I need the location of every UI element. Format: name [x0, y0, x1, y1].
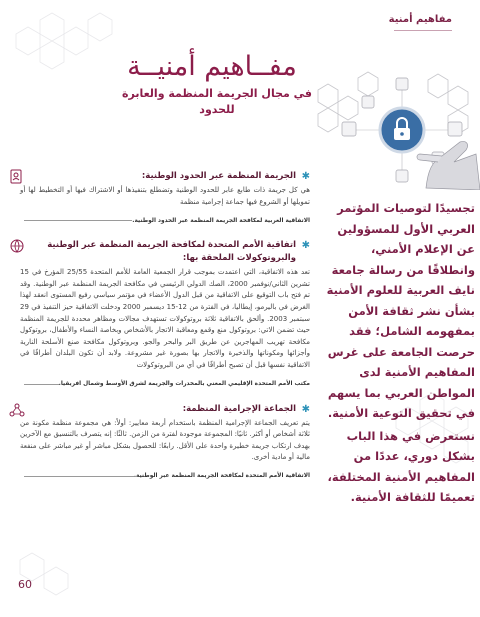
- concept-section: [20, 239, 310, 390]
- concept-body: تعد هذه الاتفاقية، التي اعتمدت بموجب قرار الجمعية العامة للأمم المتحدة 25/55 المؤرخ في 15 تشرين الثاني/نوفمبر 2000، الصك الدولي الرئيسي في مكافحة الجريمة المنظمة عبر الوطنية. وقد تم فتح باب التوقيع على الاتفاقية من قبل الدول الأعضاء في مؤتمر سياسي رفيع المستوى انعقد لهذا الغرض في باليرمو، إيطاليا، في الفترة من 12-15 ديسمبر 2000 ودخلت الاتفاقية حيز التنفيذ في 29 سبتمبر 2003. وألحق بالاتفاقية ثلاثة بروتوكولات تستهدف مجالات ومظاهر محددة للجريمة المنظمة حيث تضمن الاتي: بروتوكول منع وقمع ومعاقبة الاتجار بالأشخاص وبخاصة النساء والأطفال، بروتوكول مكافحة تهريب المهاجرين عن طريق البر والبحر والجو. وبروتوكول مكافحة صنع الأسلحة النارية وأجزائها ومكوناتها والذخيرة والاتجار بها بصورة غير مشروعة. ولابد أن تكون البلدان أطرافًا في الاتفاقية نفسها قبل أن تصبح أطرافًا في أي من البروتوكولات: [20, 268, 311, 369]
- source-note: [20, 214, 310, 227]
- source-note-text: مكتب الأمم المتحدة الإقليمي المعني بالمخدرات والجريمة لشرق الأوسط وشمال افريقيا.: [58, 381, 310, 388]
- asterisk-bullet-icon: ✱: [301, 403, 310, 415]
- source-note-text: الاتفاقية العربية لمكافحة الجريمة المنظمة عبر الحدود الوطنية.: [132, 217, 310, 224]
- intro-paragraph-2: نستعرض في هذا الباب بشكل دوري، عددًا من المفاهيم الأمنية المختلفة، تعميمًا للثقافة الأمنية.: [327, 428, 475, 504]
- group-network-icon: [8, 401, 26, 419]
- page-title: مفــاهيم أمنيــة: [127, 51, 297, 82]
- concept-section: [20, 170, 310, 227]
- security-lock-illustration: [308, 70, 480, 190]
- concept-title: الجريمة المنظمة عبر الحدود الوطنية:: [141, 171, 296, 181]
- concept-title: اتفاقية الأمم المتحدة لمكافحة الجريمة المنظمة عبر الوطنية والبروتوكولات الملحقة بها:: [47, 240, 296, 264]
- concepts-column: [20, 170, 310, 483]
- page-number: 60: [18, 578, 32, 591]
- asterisk-bullet-icon: ✱: [301, 240, 310, 252]
- source-note-line: [24, 220, 132, 221]
- source-note: [20, 470, 310, 483]
- source-note-line: [24, 384, 59, 385]
- concept-section: [20, 403, 310, 483]
- concept-body: هي كل جريمة ذات طابع عابر للحدود الوطنية وتضطلع بتنفيذها أو الاشتراك فيها أو التخطيط لها أو تمويلها أو الشروع فيها جماعة إجرامية منظمة: [20, 186, 310, 206]
- globe-document-icon: [8, 237, 26, 255]
- intro-paragraph: تجسيدًا لتوصيات المؤتمر العربي الأول للمسؤولين عن الإعلام الأمني، وانطلاقًا من رسالة جامعة نايف العربية للعلوم الأمنية بشأن نشر ثقافة الأمن بمفهومه الشامل؛ فقد حرصت الجامعة على غرس المفاهيم الأمنية لدى المواطن العربي بما يسهم في تحقيق التوعية الأمنية.: [326, 201, 475, 420]
- source-note: [20, 378, 310, 391]
- document-user-icon: [8, 168, 26, 186]
- intro-sidebar: [320, 198, 475, 508]
- header-divider: [394, 30, 452, 31]
- concept-body: يتم تعريف الجماعة الإجرامية المنظمة باستخدام أربعة معايير: أولاً: هي مجموعة منظمة مكونة من ثلاثة أشخاص أو أكثر. ثانيًا: المجموعة موجودة لفترة من الزمن. ثالثًا: إنه يتصرف بالتنسيق مع الآخرين بهدف ارتكاب جريمة خطيرة واحدة على الأقل. رابعًا: للحصول بشكل مباشر أو غير مباشر على منفعة مالية أو مادية أخرى.: [20, 418, 310, 462]
- section-header-label: مفاهيم أمنية: [388, 14, 452, 25]
- concept-title: الجماعة الإجرامية المنظمة:: [182, 403, 296, 414]
- page-subtitle: في مجال الجريمة المنظمة والعابرة للحدود: [122, 87, 312, 116]
- source-note-line: [24, 476, 134, 477]
- source-note-text: الاتفاقية الأمم المتحدة لمكافحة الجريمة المنظمة عبر الوطنية.: [133, 473, 310, 480]
- asterisk-bullet-icon: ✱: [301, 171, 310, 182]
